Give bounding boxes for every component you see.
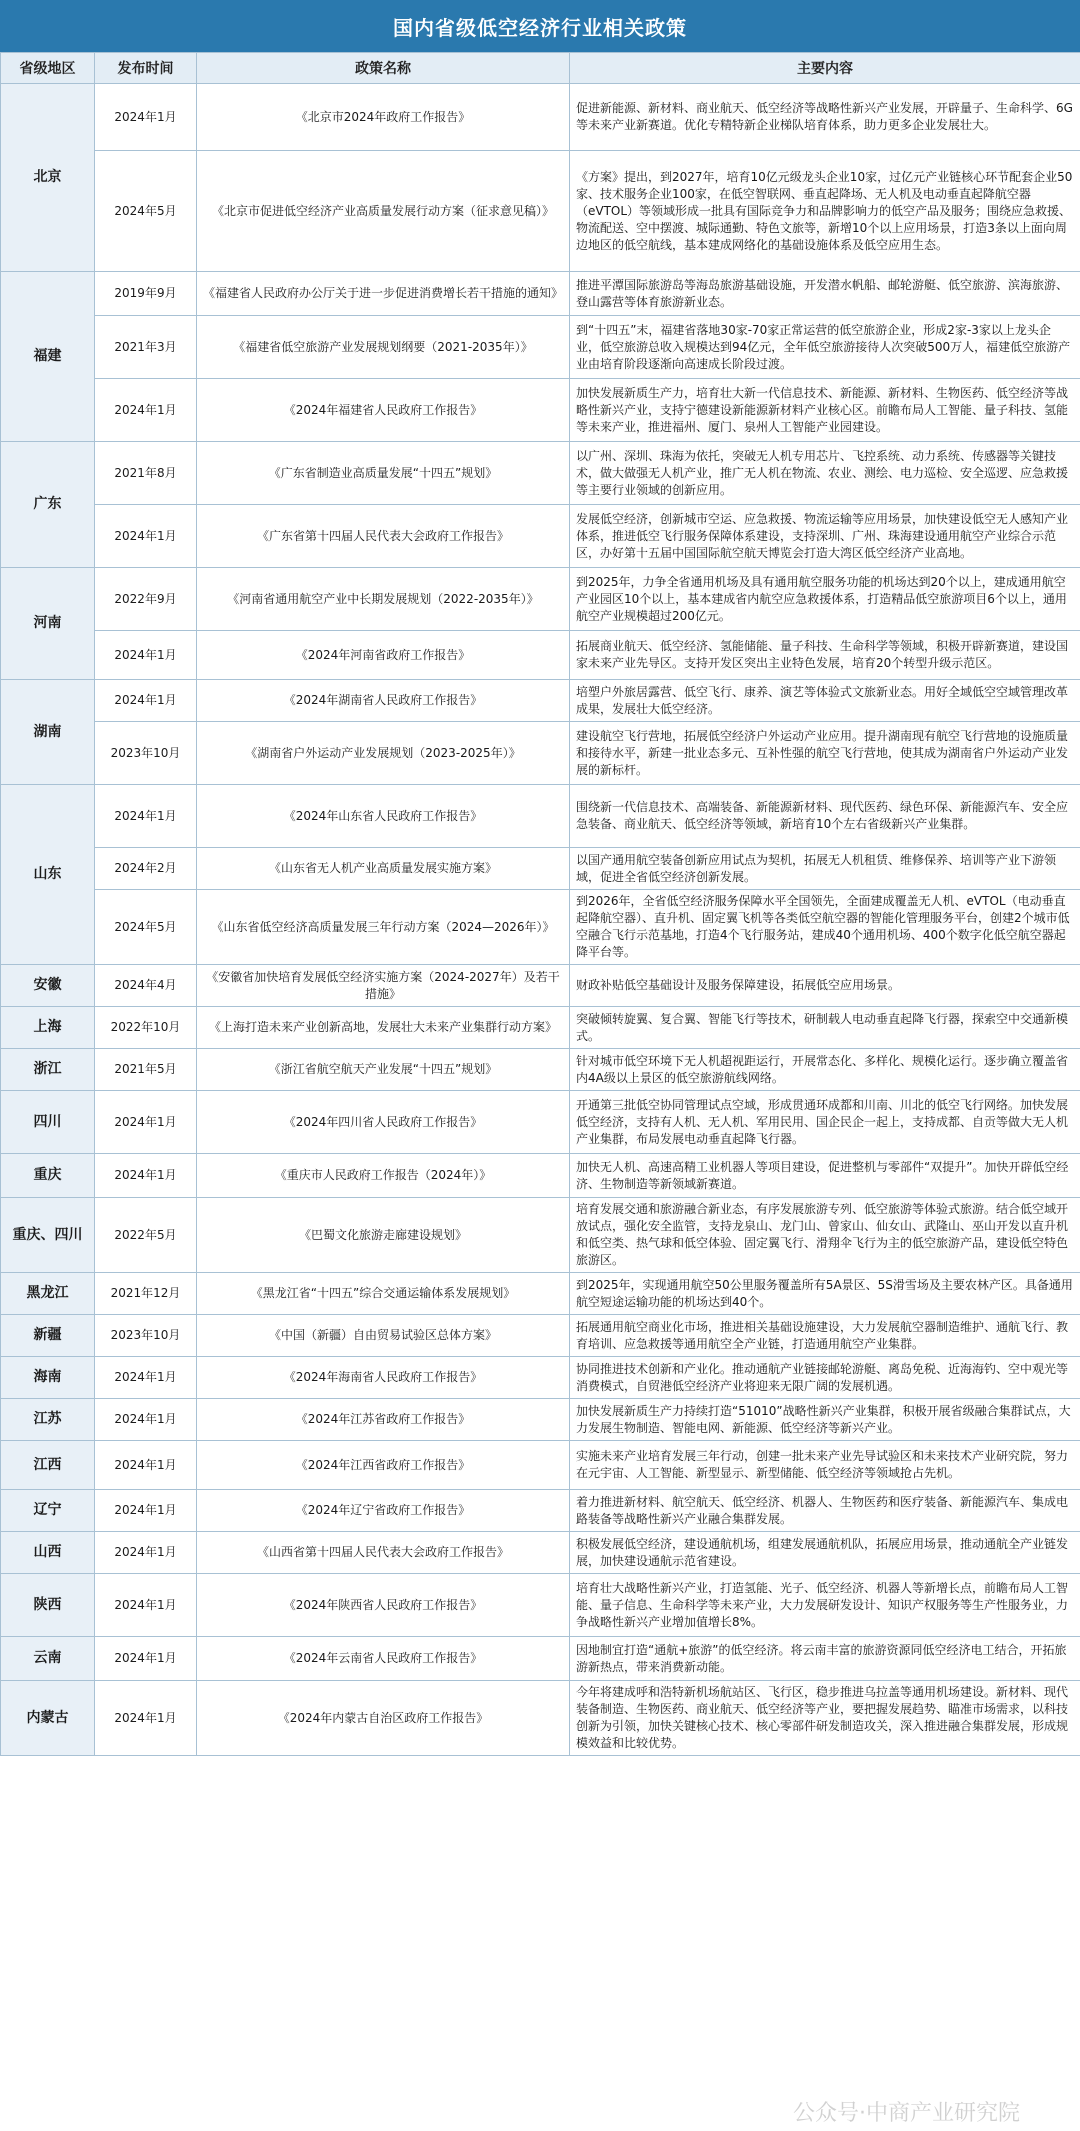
content-cell: 培塑户外旅居露营、低空飞行、康养、演艺等体验式文旅新业态。用好全域低空空域管理改革成果，发展壮大低空经济。 — [570, 680, 1080, 722]
policy-cell: 《2024年辽宁省政府工作报告》 — [197, 1490, 570, 1532]
table-row — [1, 1091, 1080, 1154]
content-cell: 以广州、深圳、珠海为依托，突破无人机专用芯片、飞控系统、动力系统、传感器等关键技术，做大做强无人机产业，推广无人机在物流、农业、测绘、电力巡检、安全巡逻、应急救援等主要行业领域的创新应用。 — [570, 442, 1080, 505]
header-row — [1, 53, 1080, 84]
date-cell: 2021年5月 — [95, 1049, 197, 1091]
policy-cell: 《黑龙江省“十四五”综合交通运输体系发展规划》 — [197, 1273, 570, 1315]
region-cell: 辽宁 — [1, 1490, 95, 1532]
table-row — [1, 1049, 1080, 1091]
table-row — [1, 1441, 1080, 1490]
content-cell: 到2025年，实现通用航空50公里服务覆盖所有5A景区、5S滑雪场及主要农林产区。具备通用航空短途运输功能的机场达到40个。 — [570, 1273, 1080, 1315]
content-cell: 实施未来产业培育发展三年行动，创建一批未来产业先导试验区和未来技术产业研究院，努力在元宇宙、人工智能、新型显示、新型储能、低空经济等领域抢占先机。 — [570, 1441, 1080, 1490]
policy-cell: 《2024年四川省人民政府工作报告》 — [197, 1091, 570, 1154]
content-cell: 加快无人机、高速高精工业机器人等项目建设，促进整机与零部件“双提升”。加快开辟低空经济、生物制造等新领域新赛道。 — [570, 1154, 1080, 1198]
date-cell: 2024年1月 — [95, 505, 197, 568]
table-title: 国内省级低空经济行业相关政策 — [0, 0, 1080, 52]
content-cell: 加快发展新质生产力持续打造“51010”战略性新兴产业集群，积极开展省级融合集群试点，大力发展生物制造、智能电网、新能源、低空经济等新兴产业。 — [570, 1399, 1080, 1441]
date-cell: 2021年12月 — [95, 1273, 197, 1315]
policy-cell: 《福建省低空旅游产业发展规划纲要（2021-2035年）》 — [197, 316, 570, 379]
date-cell: 2024年1月 — [95, 1637, 197, 1681]
policy-cell: 《2024年云南省人民政府工作报告》 — [197, 1637, 570, 1681]
content-cell: 培育壮大战略性新兴产业，打造氢能、光子、低空经济、机器人等新增长点，前瞻布局人工智能、量子信息、生命科学等未来产业，大力发展研发设计、知识产权服务等生产性服务业，力争战略性新兴产业增加值增长8%。 — [570, 1574, 1080, 1637]
region-cell: 新疆 — [1, 1315, 95, 1357]
region-cell: 湖南 — [1, 680, 95, 785]
table-row — [1, 631, 1080, 680]
content-cell: 以国产通用航空装备创新应用试点为契机，拓展无人机租赁、维修保养、培训等产业下游领域，促进全省低空经济创新发展。 — [570, 848, 1080, 890]
content-cell: 加快发展新质生产力，培育壮大新一代信息技术、新能源、新材料、生物医药、低空经济等战略性新兴产业，支持宁德建设新能源新材料产业核心区。前瞻布局人工智能、量子科技、氢能等未来产业，推进福州、厦门、泉州人工智能产业园建设。 — [570, 379, 1080, 442]
policy-cell: 《2024年海南省人民政府工作报告》 — [197, 1357, 570, 1399]
table-row — [1, 1681, 1080, 1756]
content-cell: 因地制宜打造“通航+旅游”的低空经济。将云南丰富的旅游资源同低空经济电工结合，开拓旅游新热点，带来消费新动能。 — [570, 1637, 1080, 1681]
policy-cell: 《河南省通用航空产业中长期发展规划（2022-2035年）》 — [197, 568, 570, 631]
date-cell: 2023年10月 — [95, 722, 197, 785]
date-cell: 2024年1月 — [95, 631, 197, 680]
date-cell: 2024年1月 — [95, 1357, 197, 1399]
table-row — [1, 1399, 1080, 1441]
policy-cell: 《广东省制造业高质量发展“十四五”规划》 — [197, 442, 570, 505]
content-cell: 着力推进新材料、航空航天、低空经济、机器人、生物医药和医疗装备、新能源汽车、集成电路装备等战略性新兴产业融合集群发展。 — [570, 1490, 1080, 1532]
table-row — [1, 505, 1080, 568]
policy-table — [0, 52, 1080, 1756]
table-row — [1, 722, 1080, 785]
policy-cell: 《北京市促进低空经济产业高质量发展行动方案（征求意见稿）》 — [197, 151, 570, 272]
date-cell: 2024年1月 — [95, 785, 197, 848]
date-cell: 2024年5月 — [95, 151, 197, 272]
policy-cell: 《上海打造未来产业创新高地，发展壮大未来产业集群行动方案》 — [197, 1007, 570, 1049]
table-row — [1, 680, 1080, 722]
region-cell: 内蒙古 — [1, 1681, 95, 1756]
region-cell: 黑龙江 — [1, 1273, 95, 1315]
content-cell: 突破倾转旋翼、复合翼、智能飞行等技术，研制载人电动垂直起降飞行器，探索空中交通新模式。 — [570, 1007, 1080, 1049]
date-cell: 2022年5月 — [95, 1198, 197, 1273]
policy-cell: 《北京市2024年政府工作报告》 — [197, 84, 570, 151]
date-cell: 2024年1月 — [95, 1532, 197, 1574]
date-cell: 2024年1月 — [95, 1490, 197, 1532]
region-cell: 北京 — [1, 84, 95, 272]
table-row — [1, 1637, 1080, 1681]
date-cell: 2022年9月 — [95, 568, 197, 631]
content-cell: 积极发展低空经济，建设通航机场，组建发展通航机队，拓展应用场景，推动通航全产业链发展，加快建设通航示范省建设。 — [570, 1532, 1080, 1574]
content-cell: 财政补贴低空基础设计及服务保障建设，拓展低空应用场景。 — [570, 965, 1080, 1007]
content-cell: 开通第三批低空协同管理试点空域，形成贯通环成都和川南、川北的低空飞行网络。加快发展低空经济，支持有人机、无人机、军用民用、国企民企一起上，支持成都、自贡等做大无人机产业集群，布局发展电动垂直起降飞行器。 — [570, 1091, 1080, 1154]
header-content: 主要内容 — [570, 53, 1080, 84]
table-row — [1, 84, 1080, 151]
date-cell: 2019年9月 — [95, 272, 197, 316]
date-cell: 2024年1月 — [95, 1574, 197, 1637]
table-row — [1, 568, 1080, 631]
table-row — [1, 1532, 1080, 1574]
region-cell: 上海 — [1, 1007, 95, 1049]
content-cell: 今年将建成呼和浩特新机场航站区、飞行区，稳步推进乌拉盖等通用机场建设。新材料、现代装备制造、生物医药、商业航天、低空经济等产业，要把握发展趋势、瞄准市场需求，以科技创新为引领，加快关键核心技术、核心零部件研发制造攻关，深入推进融合集群发展，形成规模效益和比较优势。 — [570, 1681, 1080, 1756]
table-body — [1, 84, 1080, 1756]
content-cell: 针对城市低空环境下无人机超视距运行，开展常态化、多样化、规模化运行。逐步确立覆盖省内4A级以上景区的低空旅游航线网络。 — [570, 1049, 1080, 1091]
region-cell: 重庆、四川 — [1, 1198, 95, 1273]
table-row — [1, 1007, 1080, 1049]
content-cell: 围绕新一代信息技术、高端装备、新能源新材料、现代医药、绿色环保、新能源汽车、安全应急装备、商业航天、低空经济等领域，新培育10个左右省级新兴产业集群。 — [570, 785, 1080, 848]
table-row — [1, 1315, 1080, 1357]
policy-cell: 《巴蜀文化旅游走廊建设规划》 — [197, 1198, 570, 1273]
content-cell: 拓展商业航天、低空经济、氢能储能、量子科技、生命科学等领域，积极开辟新赛道，建设国家未来产业先导区。支持开发区突出主业特色发展，培育20个转型升级示范区。 — [570, 631, 1080, 680]
table-row — [1, 785, 1080, 848]
policy-cell: 《福建省人民政府办公厅关于进一步促进消费增长若干措施的通知》 — [197, 272, 570, 316]
content-cell: 到2026年，全省低空经济服务保障水平全国领先，全面建成覆盖无人机、eVTOL（电动垂直起降航空器）、直升机、固定翼飞机等各类低空航空器的智能化管理服务平台，创建2个城市低空融合飞行示范基地，打造4个飞行服务站，建成40个通用机场、400个数字化低空航空器起降平台等。 — [570, 890, 1080, 965]
date-cell: 2024年4月 — [95, 965, 197, 1007]
region-cell: 四川 — [1, 1091, 95, 1154]
policy-cell: 《2024年内蒙古自治区政府工作报告》 — [197, 1681, 570, 1756]
date-cell: 2024年1月 — [95, 1091, 197, 1154]
region-cell: 江西 — [1, 1441, 95, 1490]
region-cell: 山西 — [1, 1532, 95, 1574]
content-cell: 培育发展交通和旅游融合新业态，有序发展旅游专列、低空旅游等体验式旅游。结合低空域开放试点，强化安全监管，支持龙泉山、龙门山、曾家山、仙女山、武隆山、巫山开发以直升机和低空类、热气球和低空体验、固定翼飞行、滑翔伞飞行为主的低空旅游产品，建设低空特色旅游区。 — [570, 1198, 1080, 1273]
region-cell: 海南 — [1, 1357, 95, 1399]
table-row — [1, 316, 1080, 379]
table-row — [1, 965, 1080, 1007]
content-cell: 《方案》提出，到2027年，培育10亿元级龙头企业10家，过亿元产业链核心环节配套企业50家、技术服务企业100家，在低空智联网、垂直起降场、无人机及电动垂直起降航空器（eVTOL）等领域形成一批具有国际竞争力和品牌影响力的低空产品及服务；围绕应急救援、物流配送、空中摆渡、城际通勤、特色文旅等，新增10个以上应用场景，打造3条以上面向周边地区的低空航线，基本建成网络化的基础设施体系及低空应用生态。 — [570, 151, 1080, 272]
content-cell: 协同推进技术创新和产业化。推动通航产业链接邮轮游艇、离岛免税、近海海钓、空中观光等消费模式，自贸港低空经济产业将迎来无限广阔的发展机遇。 — [570, 1357, 1080, 1399]
watermark: 公众号·中商产业研究院 — [793, 2101, 1020, 2126]
policy-cell: 《2024年江苏省政府工作报告》 — [197, 1399, 570, 1441]
date-cell: 2024年1月 — [95, 1441, 197, 1490]
table-row — [1, 1198, 1080, 1273]
header-policy: 政策名称 — [197, 53, 570, 84]
header-region: 省级地区 — [1, 53, 95, 84]
region-cell: 安徽 — [1, 965, 95, 1007]
content-cell: 建设航空飞行营地，拓展低空经济户外运动产业应用。提升湖南现有航空飞行营地的设施质量和接待水平，新建一批业态多元、互补性强的航空飞行营地，使其成为湖南省户外运动产业发展的新标杆。 — [570, 722, 1080, 785]
policy-cell: 《2024年陕西省人民政府工作报告》 — [197, 1574, 570, 1637]
region-cell: 广东 — [1, 442, 95, 568]
table-row — [1, 272, 1080, 316]
date-cell: 2024年1月 — [95, 680, 197, 722]
policy-cell: 《2024年江西省政府工作报告》 — [197, 1441, 570, 1490]
content-cell: 到“十四五”末，福建省落地30家-70家正常运营的低空旅游企业，形成2家-3家以上龙头企业，低空旅游总收入规模达到94亿元，全年低空旅游接待人次突破500万人，福建低空旅游产业由培育阶段逐渐向高速成长阶段过渡。 — [570, 316, 1080, 379]
region-cell: 云南 — [1, 1637, 95, 1681]
content-cell: 到2025年，力争全省通用机场及具有通用航空服务功能的机场达到20个以上，建成通用航空产业园区10个以上，基本建成省内航空应急救援体系，打造精品低空旅游项目6个以上，通用航空产业规模超过200亿元。 — [570, 568, 1080, 631]
policy-cell: 《山西省第十四届人民代表大会政府工作报告》 — [197, 1532, 570, 1574]
date-cell: 2024年2月 — [95, 848, 197, 890]
policy-cell: 《2024年山东省人民政府工作报告》 — [197, 785, 570, 848]
region-cell: 陕西 — [1, 1574, 95, 1637]
content-cell: 拓展通用航空商业化市场，推进相关基础设施建设，大力发展航空器制造维护、通航飞行、教育培训、应急救援等通用航空全产业链，打造通用航空产业集群。 — [570, 1315, 1080, 1357]
date-cell: 2021年8月 — [95, 442, 197, 505]
region-cell: 福建 — [1, 272, 95, 442]
table-row — [1, 1357, 1080, 1399]
policy-cell: 《2024年福建省人民政府工作报告》 — [197, 379, 570, 442]
table-row — [1, 442, 1080, 505]
policy-cell: 《中国（新疆）自由贸易试验区总体方案》 — [197, 1315, 570, 1357]
table-row — [1, 1490, 1080, 1532]
region-cell: 河南 — [1, 568, 95, 680]
date-cell: 2024年1月 — [95, 84, 197, 151]
content-cell: 发展低空经济，创新城市空运、应急救援、物流运输等应用场景，加快建设低空无人感知产业体系，推进低空飞行服务保障体系建设，支持深圳、广州、珠海建设通用航空产业综合示范区，办好第十五届中国国际航空航天博览会打造大湾区低空经济产业高地。 — [570, 505, 1080, 568]
date-cell: 2022年10月 — [95, 1007, 197, 1049]
content-cell: 推进平潭国际旅游岛等海岛旅游基础设施，开发潜水帆船、邮轮游艇、低空旅游、滨海旅游、登山露营等体育旅游新业态。 — [570, 272, 1080, 316]
region-cell: 重庆 — [1, 1154, 95, 1198]
table-row — [1, 1574, 1080, 1637]
content-cell: 促进新能源、新材料、商业航天、低空经济等战略性新兴产业发展，开辟量子、生命科学、6G等未来产业新赛道。优化专精特新企业梯队培育体系，助力更多企业发展壮大。 — [570, 84, 1080, 151]
table-row — [1, 1273, 1080, 1315]
date-cell: 2024年1月 — [95, 1154, 197, 1198]
policy-cell: 《安徽省加快培育发展低空经济实施方案（2024-2027年）及若干措施》 — [197, 965, 570, 1007]
policy-cell: 《湖南省户外运动产业发展规划（2023-2025年）》 — [197, 722, 570, 785]
date-cell: 2024年1月 — [95, 1681, 197, 1756]
policy-cell: 《山东省无人机产业高质量发展实施方案》 — [197, 848, 570, 890]
policy-cell: 《广东省第十四届人民代表大会政府工作报告》 — [197, 505, 570, 568]
table-row — [1, 890, 1080, 965]
date-cell: 2024年1月 — [95, 1399, 197, 1441]
region-cell: 江苏 — [1, 1399, 95, 1441]
table-row — [1, 379, 1080, 442]
header-date: 发布时间 — [95, 53, 197, 84]
policy-cell: 《山东省低空经济高质量发展三年行动方案（2024—2026年）》 — [197, 890, 570, 965]
policy-cell: 《浙江省航空航天产业发展“十四五”规划》 — [197, 1049, 570, 1091]
region-cell: 浙江 — [1, 1049, 95, 1091]
date-cell: 2021年3月 — [95, 316, 197, 379]
table-row — [1, 1154, 1080, 1198]
date-cell: 2024年1月 — [95, 379, 197, 442]
date-cell: 2023年10月 — [95, 1315, 197, 1357]
table-row — [1, 151, 1080, 272]
date-cell: 2024年5月 — [95, 890, 197, 965]
policy-cell: 《重庆市人民政府工作报告（2024年）》 — [197, 1154, 570, 1198]
region-cell: 山东 — [1, 785, 95, 965]
policy-cell: 《2024年河南省政府工作报告》 — [197, 631, 570, 680]
table-row — [1, 848, 1080, 890]
policy-cell: 《2024年湖南省人民政府工作报告》 — [197, 680, 570, 722]
